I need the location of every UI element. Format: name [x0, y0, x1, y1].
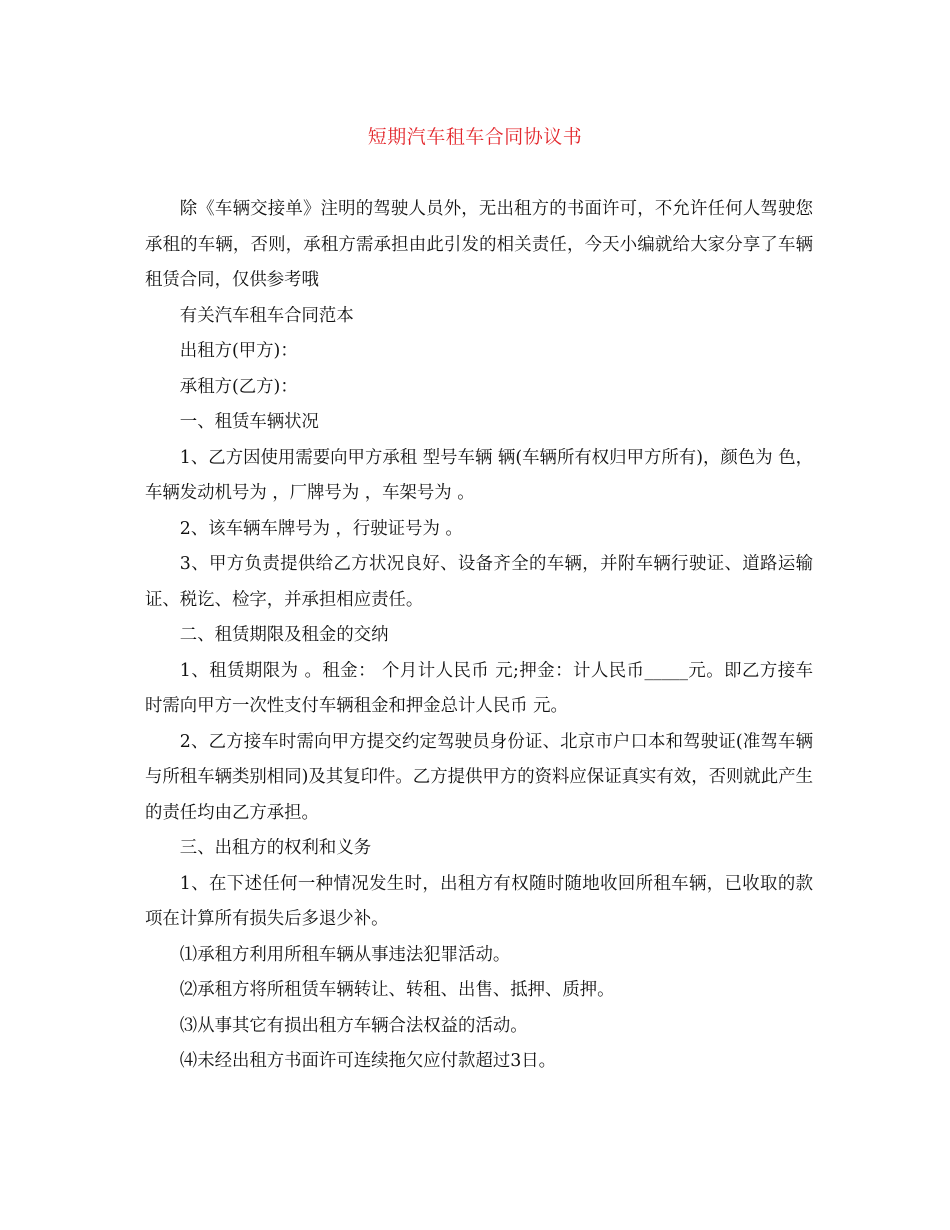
- document-title: 短期汽车租车合同协议书: [367, 126, 583, 148]
- section-heading-lessor-rights: 三、出租方的权利和义务: [179, 838, 372, 858]
- list-item-2: ⑵承租方将所租赁车辆转让、转租、出售、抵押、质押。: [179, 980, 615, 1000]
- paragraph-template-heading: 有关汽车租车合同范本: [179, 305, 354, 326]
- clause-1-2: 2、该车辆车牌号为 ，行驶证号为 。: [179, 518, 463, 539]
- clause-2-1: 1、租赁期限为 。租金： 个月计人民币 元;押金：计人民币_____元。即乙方接车时需向甲方一次性支付车辆租金和押金总计人民币 元。: [145, 660, 813, 716]
- list-item-3: ⑶从事其它有损出租方车辆合法权益的活动。: [179, 1015, 528, 1036]
- list-item-4: ⑷未经出租方书面许可连续拖欠应付款超过3日。: [179, 1051, 557, 1071]
- list-item-1: ⑴承租方利用所租车辆从事违法犯罪活动。: [179, 944, 511, 965]
- paragraph-lessor: 出租方(甲方)：: [179, 341, 298, 361]
- document-body: [145, 192, 813, 1080]
- clause-2-2: 2、乙方接车时需向甲方提交约定驾驶员身份证、北京市户口本和驾驶证(准驾车辆与所租车辆类别相同)及其复印件。乙方提供甲方的资料应保证真实有效，否则就此产生的责任均由乙方承担。: [145, 731, 813, 823]
- clause-1-3: 3、甲方负责提供给乙方状况良好、设备齐全的车辆，并附车辆行驶证、道路运输证、税讫、检字，并承担相应责任。: [145, 554, 813, 610]
- paragraph-intro: 除《车辆交接单》注明的驾驶人员外，无出租方的书面许可，不允许任何人驾驶您承租的车辆，否则，承租方需承担由此引发的相关责任，今天小编就给大家分享了车辆租赁合同，仅供参考哦: [145, 199, 813, 290]
- section-heading-vehicle-status: 一、租赁车辆状况: [179, 412, 319, 432]
- clause-3-1: 1、在下述任何一种情况发生时，出租方有权随时随地收回所租车辆，已收取的款项在计算所有损失后多退少补。: [145, 873, 813, 929]
- paragraph-lessee: 承租方(乙方)：: [179, 376, 298, 397]
- section-heading-term-and-rent: 二、租赁期限及租金的交纳: [179, 625, 389, 645]
- clause-1-1: 1、乙方因使用需要向甲方承租 型号车辆 辆(车辆所有权归甲方所有)，颜色为 色，车辆发动机号为 ，厂牌号为 ，车架号为 。: [145, 447, 813, 503]
